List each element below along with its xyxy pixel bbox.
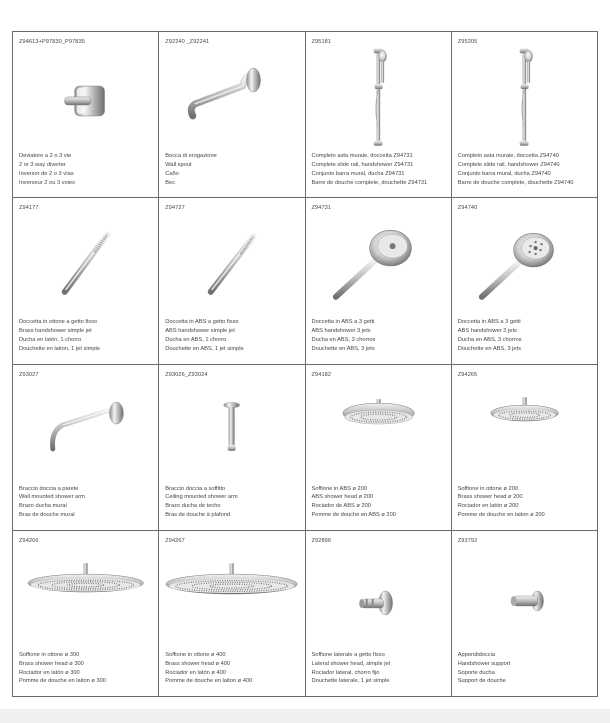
- description-line: Appendidoccia: [457, 651, 496, 658]
- description-line: Doccetta in ABS a getto fisso: [165, 319, 239, 326]
- description-line: ABS handshower simple jet: [165, 328, 235, 335]
- product-cell: [13, 531, 159, 697]
- product-code: Z92896: [311, 537, 332, 544]
- product-description: [19, 318, 154, 354]
- description-line: Soffione in ottone ø 300: [19, 651, 80, 658]
- footer-bar: [0, 709, 610, 723]
- product-code: Z94613+P97830_P97835: [19, 39, 85, 45]
- product-description: [19, 152, 154, 188]
- description-line: Barre de douche complete, douchette Z94740: [457, 179, 574, 186]
- product-cell: [13, 365, 159, 531]
- description-line: Bocca di erogazione: [165, 153, 217, 159]
- product-cell: [306, 365, 452, 531]
- description-line: Conjunto barra mural, ducha Z94740: [457, 170, 551, 177]
- description-line: Handshower support: [457, 660, 511, 667]
- description-line: Ducha en ABS, 3 chorros: [311, 337, 376, 344]
- product-code: Z94182: [311, 371, 332, 378]
- description-line: Completo asta murale, doccetta Z94731: [311, 153, 413, 159]
- description-line: Braccio doccia a soffitto: [165, 485, 226, 492]
- description-line: Inverseur 2 ou 3 voies: [19, 179, 75, 186]
- description-line: Douchette en ABS, 1 jet simple: [165, 345, 244, 352]
- stick-handshower-icon: [13, 212, 158, 316]
- description-line: Doccetta in ottone a getto fisso: [19, 319, 98, 326]
- description-line: Pomme de douche en laiton ø 400: [165, 678, 253, 685]
- description-line: Doccetta in ABS a 3 getti: [311, 319, 375, 326]
- product-description: [312, 152, 447, 188]
- description-line: Completo asta murale, doccetta Z94740: [457, 153, 559, 159]
- round-handshower-icon: [452, 212, 597, 316]
- product-cell: [159, 198, 305, 364]
- description-line: Pomme de douche en ABS ø 200: [311, 512, 396, 519]
- lateral-jet-icon: [306, 545, 451, 649]
- product-cell: [452, 531, 598, 697]
- product-description: [458, 651, 593, 687]
- product-cell: [306, 32, 452, 198]
- shower-arm-icon: [13, 379, 158, 483]
- description-line: Soffione in ABS ø 200: [311, 485, 368, 492]
- description-line: Pomme de douche en laiton ø 300: [19, 678, 106, 685]
- description-line: Lateral shower head, simple jet: [311, 660, 391, 667]
- shower-head-icon: [159, 545, 304, 649]
- description-line: 2 or 3 way diverter: [19, 161, 66, 168]
- product-cell: [452, 32, 598, 198]
- product-description: [165, 318, 300, 354]
- description-line: ABS shower head ø 200: [311, 494, 374, 501]
- product-cell: [306, 531, 452, 697]
- slide-rail-icon: [306, 46, 451, 150]
- product-cell: [306, 198, 452, 364]
- shower-head-icon: [13, 545, 158, 649]
- description-line: Doccetta in ABS a 3 getti: [457, 319, 521, 326]
- product-code: Z92240 _Z92241: [165, 39, 210, 45]
- description-line: ABS handshower 3 jets: [311, 328, 371, 335]
- description-line: Bras de douche mural: [19, 512, 75, 519]
- stick-handshower-icon: [159, 212, 304, 316]
- description-line: Barre de douche complete, douchette Z94731: [311, 179, 428, 186]
- description-line: Rociador en latón ø 400: [165, 669, 226, 676]
- product-description: [165, 651, 300, 687]
- description-line: Douchette laterale, 1 jet simple: [311, 678, 390, 685]
- description-line: Support de douche: [457, 678, 506, 685]
- description-line: Inversor de 2 o 3 vías: [19, 170, 74, 177]
- product-cell: [13, 198, 159, 364]
- product-cell: [452, 365, 598, 531]
- description-line: Soffione laterale a getto fisso: [311, 651, 385, 658]
- description-line: Brass shower head ø 400: [165, 660, 231, 667]
- description-line: Rociador en latón ø 300: [19, 669, 80, 676]
- description-line: Soffione in ottone ø 400: [165, 651, 226, 658]
- wall-spout-icon: [159, 46, 304, 150]
- ceiling-arm-icon: [159, 379, 304, 483]
- description-line: Rociador lateral, chorro fijo: [311, 669, 380, 676]
- description-line: Rociador de ABS ø 200: [311, 503, 371, 510]
- description-line: Ducha en ABS, 1 chorro: [165, 337, 227, 344]
- product-code: Z95205: [457, 39, 478, 45]
- product-description: [312, 318, 447, 354]
- product-description: [312, 651, 447, 687]
- product-description: [458, 485, 593, 521]
- description-line: Braccio doccia a parete: [19, 485, 79, 492]
- product-description: [165, 152, 300, 188]
- description-line: Deviatore a 2 o 3 vie: [19, 153, 72, 159]
- product-cell: [159, 531, 305, 697]
- slide-rail-icon: [452, 46, 597, 150]
- product-code: Z94265: [457, 371, 478, 378]
- description-line: Brazo ducha mural: [19, 503, 67, 510]
- description-line: Bras de douche à plafond: [165, 512, 231, 519]
- product-code: Z93027: [19, 371, 39, 378]
- product-code: Z94740: [457, 205, 478, 212]
- product-cell: [13, 32, 159, 198]
- description-line: Ducha en ABS, 3 chorros: [457, 337, 522, 344]
- handshower-support-icon: [452, 545, 597, 649]
- description-line: Douchette en ABS, 3 jets: [457, 345, 521, 352]
- product-description: [19, 485, 154, 521]
- description-line: Rociador en latón ø 200: [457, 503, 519, 510]
- description-line: Conjunto barra mural, ducha Z94731: [311, 170, 405, 177]
- product-code: Z94727: [165, 205, 185, 212]
- description-line: Brass shower head ø 300: [19, 660, 84, 667]
- product-code: Z94177: [19, 205, 39, 212]
- description-line: ABS handshower 3 jets: [457, 328, 517, 335]
- shower-head-icon: [306, 379, 451, 483]
- description-line: Bec: [165, 179, 176, 186]
- description-line: Wall mounted shower arm: [19, 494, 85, 501]
- description-line: Ceiling mounted shower arm: [165, 494, 238, 501]
- product-code: Z95181: [311, 39, 332, 45]
- description-line: Caño: [165, 170, 179, 177]
- product-description: [19, 651, 154, 687]
- product-code: Z93026_Z93024: [165, 371, 208, 378]
- product-description: [458, 152, 593, 188]
- product-code: Z94267: [165, 537, 185, 544]
- product-cell: [159, 365, 305, 531]
- description-line: Brass handshower simple jet: [19, 328, 92, 335]
- description-line: Pomme de douche en laiton ø 200: [457, 512, 545, 519]
- description-line: Complete slide rail, handshower Z94731: [311, 161, 414, 168]
- description-line: Douchette en laiton, 1 jet simple: [19, 345, 100, 352]
- round-handshower-icon: [306, 212, 451, 316]
- description-line: Wall spout: [165, 161, 192, 168]
- product-cell: [452, 198, 598, 364]
- description-line: Complete slide rail, handshower Z94740: [457, 161, 560, 168]
- product-cell: [159, 32, 305, 198]
- product-grid: [12, 31, 598, 697]
- shower-head-icon: [452, 379, 597, 483]
- description-line: Douchette en ABS, 3 jets: [311, 345, 375, 352]
- product-description: [312, 485, 447, 521]
- product-code: Z93792: [457, 537, 478, 544]
- product-code: Z94731: [311, 205, 332, 212]
- description-line: Soffione in ottone ø 200: [457, 485, 519, 492]
- description-line: Soporte ducha: [457, 669, 495, 676]
- product-description: [165, 485, 300, 521]
- description-line: Brazo ducha de techo: [165, 503, 221, 510]
- diverter-icon: [13, 46, 158, 150]
- description-line: Brass shower head ø 200: [457, 494, 523, 501]
- product-code: Z94266: [19, 537, 39, 544]
- product-description: [458, 318, 593, 354]
- description-line: Ducha en latón, 1 chorro: [19, 337, 82, 344]
